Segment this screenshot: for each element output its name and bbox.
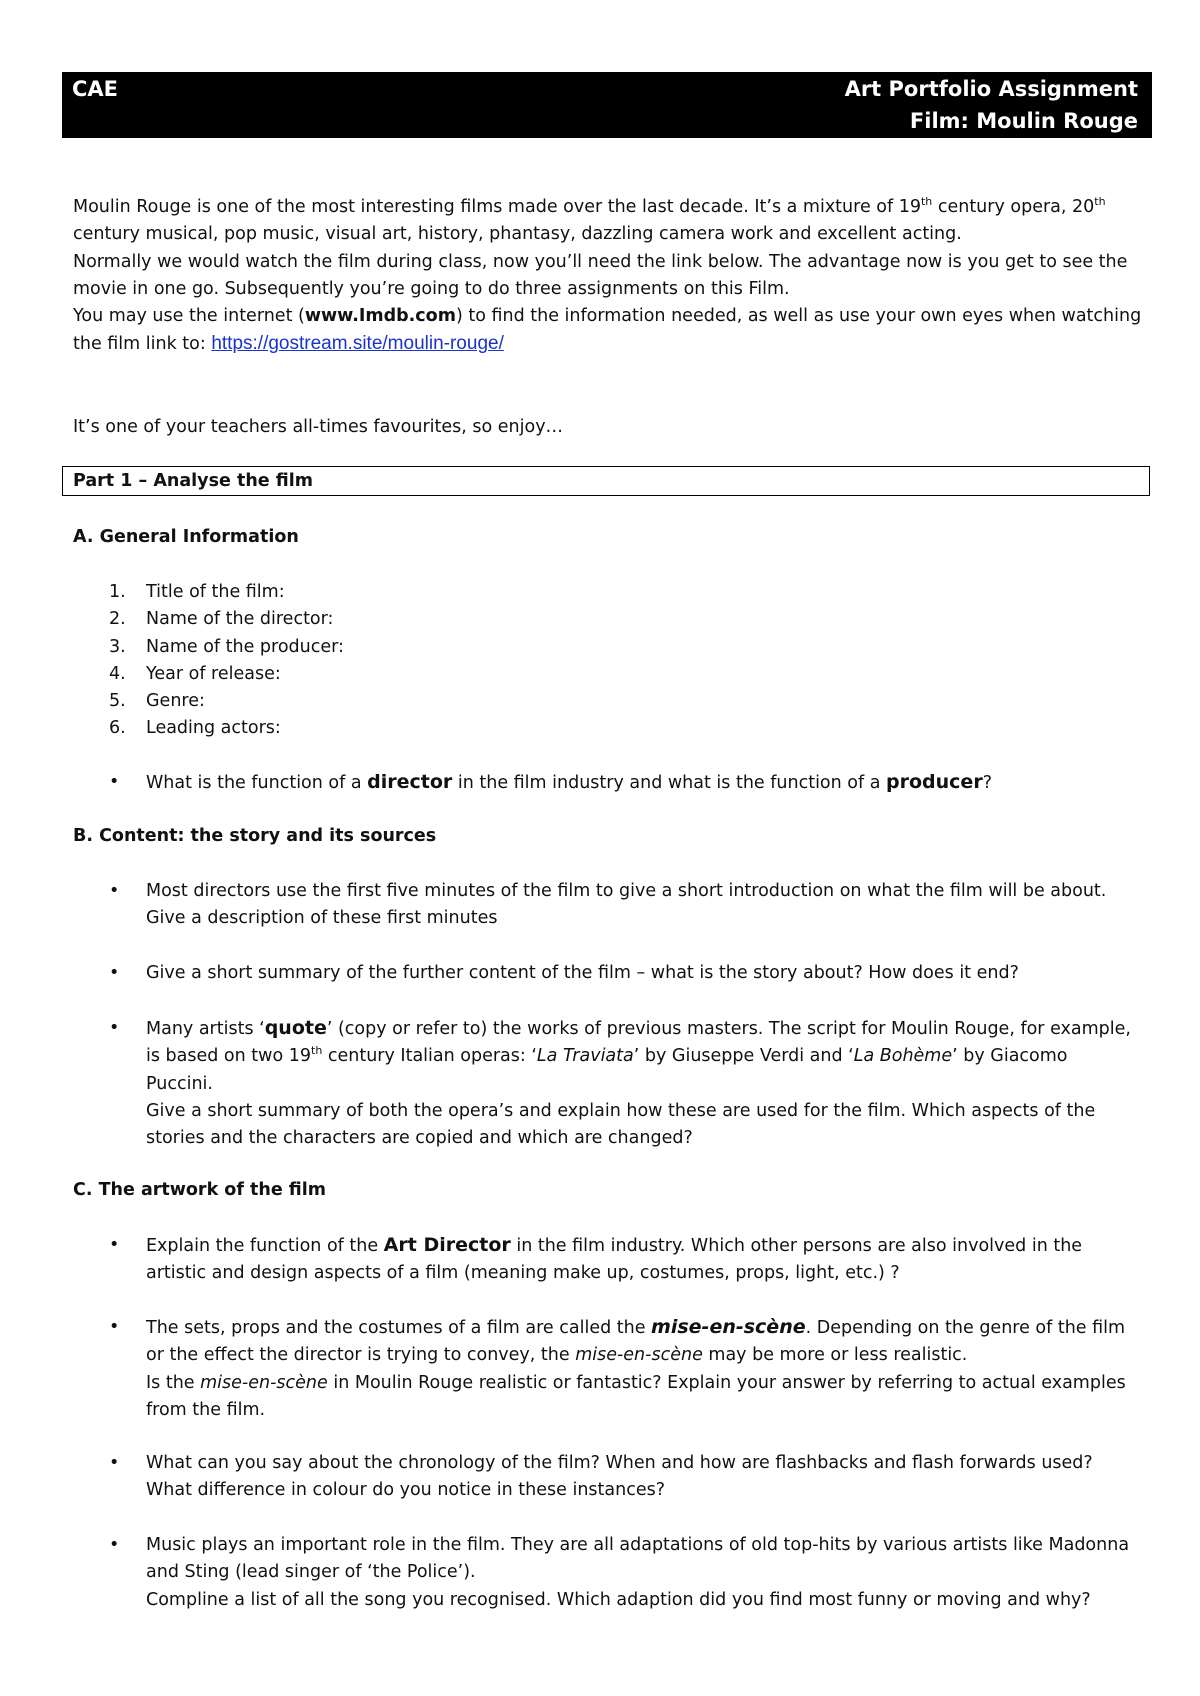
film-stream-link[interactable]: https://gostream.site/moulin-rouge/: [211, 333, 504, 355]
bullet-chronology: [73, 1450, 1133, 1505]
text-sup: th: [311, 1044, 323, 1058]
assignment-title: [845, 73, 1138, 137]
list-item-text: Name of the producer:: [146, 636, 344, 657]
text-run: ?: [982, 773, 992, 793]
list-item-number: 3.: [109, 636, 126, 657]
bullet-operas: [73, 1015, 1133, 1152]
list-item-text: Year of release:: [146, 663, 281, 684]
section-b-title: B. Content: the story and its sources: [73, 826, 437, 846]
list-item-text: Title of the film:: [146, 582, 285, 602]
assignment-title-line2: Film: Moulin Rouge: [909, 109, 1138, 133]
list-item: [73, 634, 344, 661]
intro-text: [73, 194, 1153, 359]
intro-p3-a: You may use the internet (: [73, 306, 305, 327]
bullet-icon: •: [109, 963, 120, 983]
bullet-icon: •: [109, 1535, 120, 1555]
list-item-number: 4.: [109, 663, 126, 684]
bullet-director-producer: [73, 769, 1133, 797]
header-bar: [62, 72, 1152, 138]
text-run: ’ (copy or refer to) the works of previous masters. The script for Moulin Rouge, for example, is based on two 19: [146, 1019, 1131, 1067]
intro-p1-sup2: th: [1094, 195, 1106, 209]
text-run: in the film industry and what is the function of a: [452, 773, 887, 793]
list-item-number: 1.: [109, 582, 126, 602]
list-item-number: 2.: [109, 609, 126, 630]
text-run: Many artists ‘: [146, 1019, 265, 1039]
text-run: Music plays an important role in the film. They are all adaptations of old top-hits by various artists like Madonna and Sting (lead singer of ‘the Police’).: [146, 1535, 1130, 1583]
intro-p1-sup1: th: [920, 195, 933, 209]
section-a-title: A. General Information: [73, 527, 299, 547]
intro-paragraph-2: Normally we would watch the film during class, now you’ll need the link below. The advantage now is you get to see the movie in one go. Subsequently you’re going to do three assignments on this Film.: [73, 251, 1128, 299]
keyword-director: director: [367, 771, 453, 793]
text-run: ’ by Giacomo Puccini.: [146, 1046, 1068, 1094]
imdb-site-name: www.Imdb.com: [304, 306, 456, 327]
list-item-number: 6.: [109, 718, 126, 739]
bullet-art-director: [73, 1232, 1133, 1288]
list-item: [73, 579, 344, 606]
bullet-music: [73, 1532, 1133, 1614]
list-item: [73, 606, 344, 633]
bullet-mise-en-scene: [73, 1314, 1133, 1424]
general-info-list: [73, 579, 344, 743]
text-run: Is the: [146, 1372, 201, 1393]
intro-p1-a: Moulin Rouge is one of the most interesting films made over the last decade. It’s a mixture of 19: [73, 197, 921, 217]
bullet-summary: [73, 960, 1133, 987]
list-item-text: Genre:: [146, 691, 205, 712]
bullet-text: [146, 1015, 1133, 1152]
text-run: in Moulin Rouge realistic or fantastic? Explain your answer by referring to actual examples from the film.: [146, 1372, 1126, 1420]
text-run: century Italian operas: ‘: [322, 1046, 537, 1067]
intro-paragraph-1: [73, 194, 1153, 249]
text-run: Give a short summary of both the opera’s and explain how these are used for the film. Which aspects of the stories and the characters are copied and which are changed?: [146, 1100, 1096, 1149]
bullet-text: Give a short summary of the further content of the film – what is the story about? How does it end?: [146, 963, 1019, 983]
term-mise-en-scene: mise-en-scène: [200, 1372, 328, 1393]
list-item-text: Leading actors:: [146, 718, 281, 739]
bullet-icon: •: [109, 1235, 120, 1255]
text-run: may be more or less realistic.: [702, 1345, 968, 1366]
intro-p1-b: century opera, 20: [932, 197, 1095, 217]
keyword-quote: quote: [264, 1017, 327, 1039]
part-1-heading: Part 1 – Analyse the film: [62, 466, 1150, 496]
bullet-text: [146, 769, 1133, 797]
text-run: The sets, props and the costumes of a film are called the: [146, 1318, 652, 1338]
text-run: Explain the function of the: [146, 1236, 384, 1256]
keyword-mise-en-scene: mise-en-scène: [651, 1316, 806, 1338]
keyword-art-director: Art Director: [383, 1234, 511, 1256]
list-item: [73, 715, 344, 742]
bullet-icon: •: [109, 881, 120, 901]
list-item: [73, 661, 344, 688]
course-code: CAE: [72, 77, 119, 101]
bullet-icon: •: [109, 1453, 120, 1473]
opera-title-boheme: La Bohème: [853, 1046, 953, 1067]
list-item: [73, 688, 344, 715]
list-item-text: Name of the director:: [146, 609, 334, 630]
bullet-text: [146, 1314, 1133, 1424]
text-run: Compline a list of all the song you recognised. Which adaption did you find most funny or moving and why?: [146, 1589, 1091, 1610]
bullet-icon: •: [109, 772, 120, 792]
bullet-text: [146, 1232, 1133, 1288]
term-mise-en-scene: mise-en-scène: [575, 1345, 703, 1366]
opera-title-traviata: La Traviata: [536, 1046, 634, 1067]
section-c-title: C. The artwork of the film: [73, 1180, 327, 1200]
keyword-producer: producer: [886, 771, 983, 793]
bullet-text: Most directors use the first five minutes of the film to give a short introduction on what the film will be about. Give a description of these first minutes: [146, 881, 1107, 929]
text-run: ’ by Giuseppe Verdi and ‘: [633, 1046, 854, 1067]
enjoy-line: It’s one of your teachers all-times favourites, so enjoy…: [73, 417, 564, 437]
text-run: in the film industry. Which other persons are also involved in the artistic and design aspects of a film (meaning make up, costumes, props, light, etc.) ?: [146, 1236, 1083, 1284]
intro-p3-b: ) to find the information needed, as well as use your own eyes when watching the film link to:: [73, 306, 1142, 355]
bullet-text: What can you say about the chronology of the film? When and how are flashbacks and flash forwards used? What difference in colour do you notice in these instances?: [146, 1453, 1093, 1501]
bullet-text: [146, 1532, 1133, 1614]
intro-paragraph-3: [73, 303, 1153, 359]
intro-p1-c: century musical, pop music, visual art, history, phantasy, dazzling camera work and excellent acting.: [73, 224, 962, 245]
bullet-icon: •: [109, 1018, 120, 1038]
text-run: . Depending on the genre of the film or the effect the director is trying to convey, the: [146, 1318, 1126, 1366]
list-item-number: 5.: [109, 691, 126, 712]
text-run: What is the function of a: [146, 773, 368, 793]
assignment-title-line1: Art Portfolio Assignment: [844, 77, 1138, 101]
bullet-first-minutes: [73, 878, 1133, 933]
bullet-icon: •: [109, 1317, 120, 1337]
